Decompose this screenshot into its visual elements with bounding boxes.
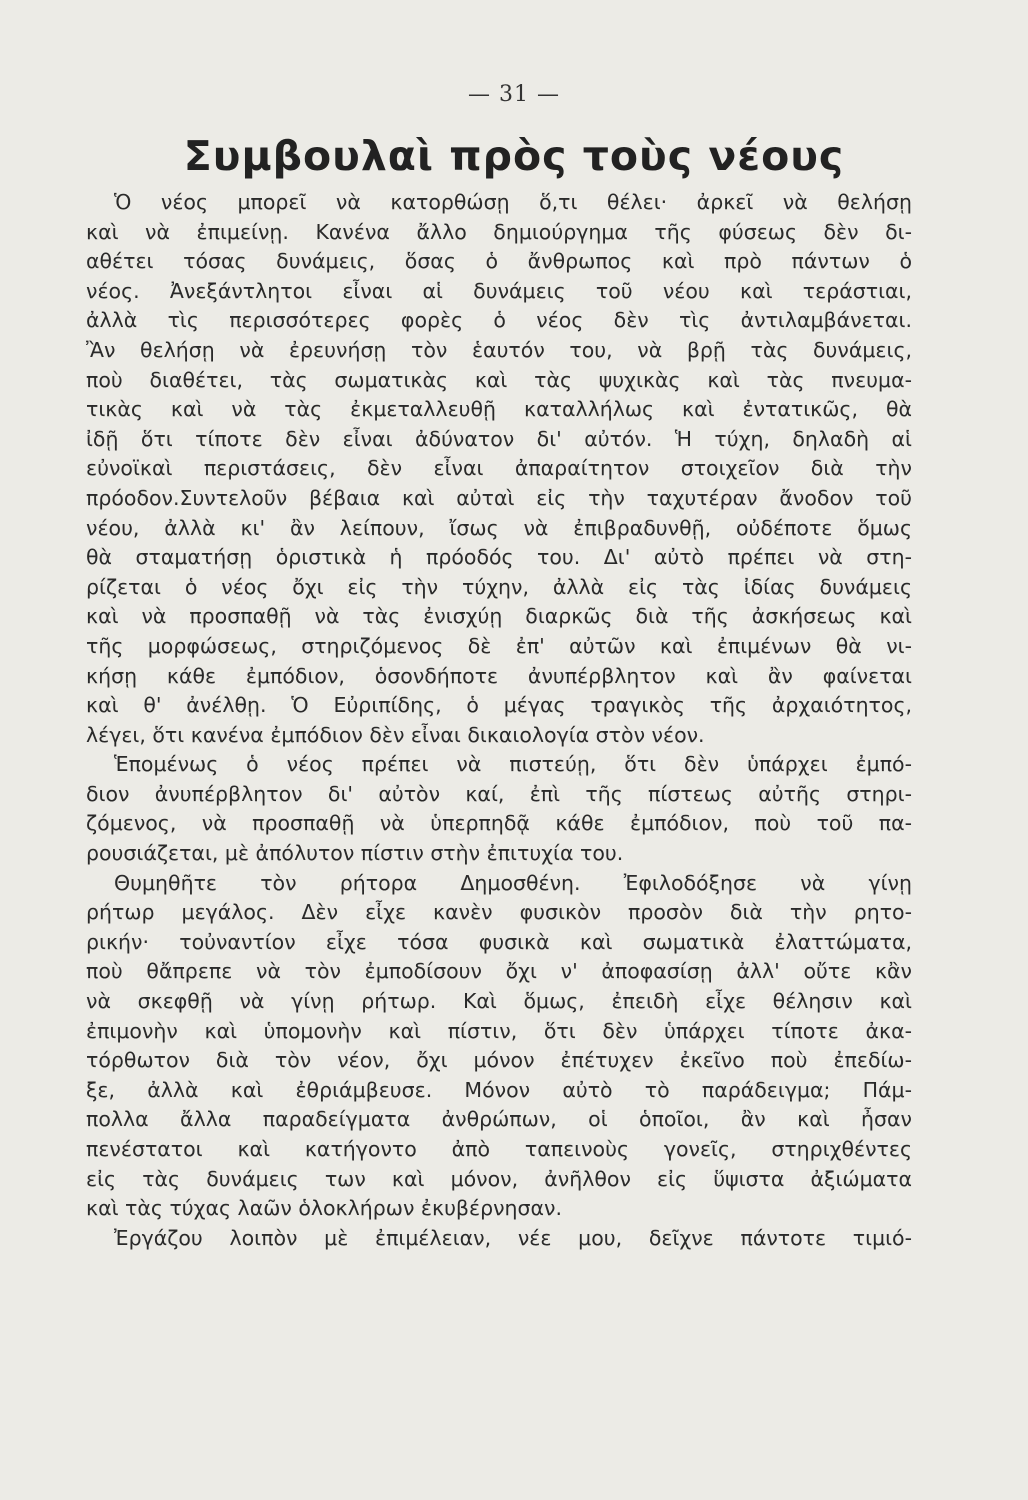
text-line: Ἑπομένως ὁ νέος πρέπει νὰ πιστεύῃ, ὅτι δὲν ὑπάρχει ἐμπό-: [114, 752, 912, 777]
text-line: ποὺ θἄπρεπε νὰ τὸν ἐμποδίσουν ὄχι ν' ἀποφασίσῃ ἀλλ' οὔτε κἂν: [86, 959, 912, 984]
body-text: [86, 188, 912, 1253]
text-line: τῆς μορφώσεως, στηριζόμενος δὲ ἐπ' αὐτῶν καὶ ἐπιμένων θὰ νι-: [86, 633, 912, 658]
text-line: τόρθωτον διὰ τὸν νέον, ὄχι μόνον ἐπέτυχεν ἐκεῖνο ποὺ ἐπεδίω-: [86, 1048, 912, 1073]
text-line: ἰδῇ ὅτι τίποτε δὲν εἶναι ἀδύνατον δι' αὐτόν. Ἡ τύχη, δηλαδὴ αἱ: [86, 426, 912, 451]
text-line: κήσῃ κάθε ἐμπόδιον, ὁσονδήποτε ἀνυπέρβλητον καὶ ἂν φαίνεται: [86, 663, 912, 688]
text-line: Ὁ νέος μπορεῖ νὰ κατορθώσῃ ὅ,τι θέλει· ἀρκεῖ νὰ θελήσῃ: [114, 190, 912, 214]
text-line: ἐπιμονὴν καὶ ὑπομονὴν καὶ πίστιν, ὅτι δὲν ὑπάρχει τίποτε ἀκα-: [86, 1018, 912, 1043]
text-line: καὶ νὰ ἐπιμείνῃ. Κανένα ἄλλο δημιούργημα τῆς φύσεως δὲν δι-: [86, 219, 912, 244]
text-line: πρόοδον.Συντελοῦν βέβαια καὶ αὐταὶ εἰς τὴν ταχυτέραν ἄνοδον τοῦ: [86, 485, 912, 510]
text-line: θὰ σταματήσῃ ὁριστικὰ ἡ πρόοδός του. Δι' αὐτὸ πρέπει νὰ στη-: [86, 545, 912, 570]
text-line: λέγει, ὅτι κανένα ἐμπόδιον δὲν εἶναι δικαιολογία στὸν νέον.: [86, 722, 705, 747]
text-line: νὰ σκεφθῇ νὰ γίνῃ ρήτωρ. Καὶ ὅμως, ἐπειδὴ εἶχε θέλησιν καὶ: [86, 989, 912, 1014]
text-line: πενέστατοι καὶ κατήγοντο ἀπὸ ταπεινοὺς γονεῖς, στηριχθέντες: [86, 1137, 912, 1161]
text-line: ἀλλὰ τὶς περισσότερες φορὲς ὁ νέος δὲν τὶς ἀντιλαμβάνεται.: [86, 308, 912, 333]
text-line: αθέτει τόσας δυνάμεις, ὅσας ὁ ἄνθρωπος καὶ πρὸ πάντων ὁ: [86, 249, 912, 274]
text-line: νέου, ἀλλὰ κι' ἂν λείπουν, ἴσως νὰ ἐπιβραδυνθῇ, οὐδέποτε ὅμως: [86, 515, 912, 540]
page-number: — 31 —: [468, 82, 560, 107]
text-line: πολλα ἄλλα παραδείγματα ἀνθρώπων, οἱ ὁποῖοι, ἂν καὶ ἦσαν: [86, 1107, 912, 1132]
text-line: διον ἀνυπέρβλητον δι' αὐτὸν καί, ἐπὶ τῆς πίστεως αὐτῆς στηρι-: [86, 781, 912, 806]
text-line: ρήτωρ μεγάλος. Δὲν εἶχε κανὲν φυσικὸν προσὸν διὰ τὴν ρητο-: [86, 900, 912, 925]
text-line: εὐνοϊκαὶ περιστάσεις, δὲν εἶναι ἀπαραίτητον στοιχεῖον διὰ τὴν: [86, 456, 912, 481]
text-line: Ἂν θελήσῃ νὰ ἐρευνήσῃ τὸν ἑαυτόν του, νὰ βρῇ τὰς δυνάμεις,: [86, 337, 912, 362]
text-line: ρικήν· τοὐναντίον εἶχε τόσα φυσικὰ καὶ σωματικὰ ἐλαττώματα,: [86, 929, 912, 954]
text-line: νέος. Ἀνεξάντλητοι εἶναι αἱ δυνάμεις τοῦ νέου καὶ τεράστιαι,: [86, 278, 912, 303]
text-line: ποὺ διαθέτει, τὰς σωματικὰς καὶ τὰς ψυχικὰς καὶ τὰς πνευμα-: [86, 367, 912, 392]
text-line: καὶ νὰ προσπαθῇ νὰ τὰς ἐνισχύῃ διαρκῶς διὰ τῆς ἀσκήσεως καὶ: [86, 604, 912, 629]
text-line: ζόμενος, νὰ προσπαθῇ νὰ ὑπερπηδᾷ κάθε ἐμπόδιον, ποὺ τοῦ πα-: [86, 811, 912, 836]
text-line: τικὰς καὶ νὰ τὰς ἐκμεταλλευθῇ καταλλήλως καὶ ἐντατικῶς, θὰ: [86, 397, 912, 422]
text-line: καὶ τὰς τύχας λαῶν ὁλοκλήρων ἐκυβέρνησαν.: [86, 1196, 563, 1221]
text-line: καὶ θ' ἀνέλθῃ. Ὁ Εὐριπίδης, ὁ μέγας τραγικὸς τῆς ἀρχαιότητος,: [86, 693, 912, 718]
page-title: Συμβουλαὶ πρὸς τοὺς νέους: [183, 132, 845, 180]
text-line: Ἐργάζου λοιπὸν μὲ ἐπιμέλειαν, νέε μου, δεῖχνε πάντοτε τιμιό-: [114, 1225, 912, 1250]
text-line: εἰς τὰς δυνάμεις των καὶ μόνον, ἀνῆλθον εἰς ὕψιστα ἀξιώματα: [86, 1166, 912, 1191]
text-line: ξε, ἀλλὰ καὶ ἐθριάμβευσε. Μόνον αὐτὸ τὸ παράδειγμα; Πάμ-: [86, 1077, 912, 1102]
text-line: Θυμηθῆτε τὸν ρήτορα Δημοσθένη. Ἐφιλοδόξησε νὰ γίνῃ: [114, 870, 912, 895]
text-line: ρίζεται ὁ νέος ὄχι εἰς τὴν τύχην, ἀλλὰ εἰς τὰς ἰδίας δυνάμεις: [86, 574, 912, 599]
text-line: ρουσιάζεται, μὲ ἀπόλυτον πίστιν στὴν ἐπιτυχία του.: [86, 841, 624, 866]
